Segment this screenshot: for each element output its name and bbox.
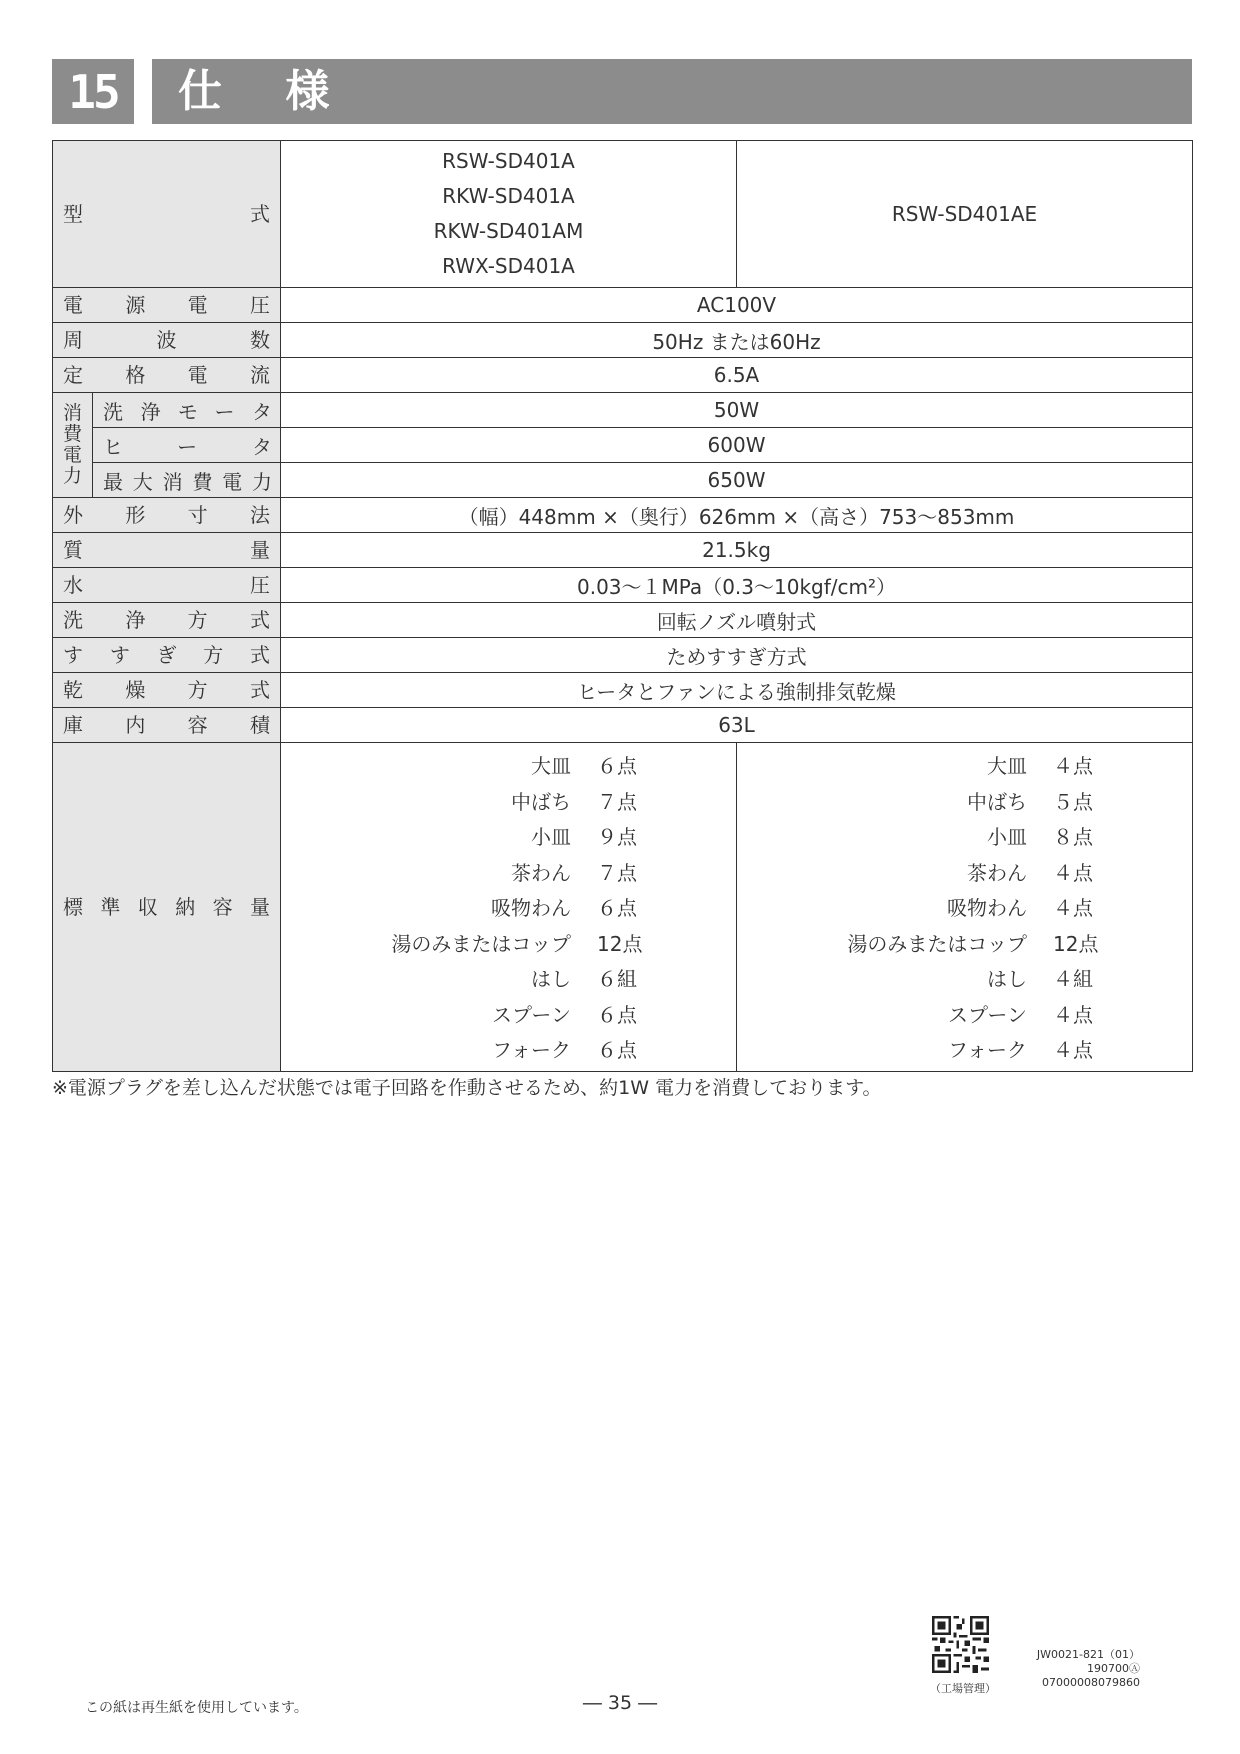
row-value: 650W <box>281 463 1193 498</box>
row-value: 50Hz または60Hz <box>281 323 1193 358</box>
capacity-list-a <box>281 743 737 1072</box>
capacity-item <box>737 996 1192 1032</box>
item-name: 大皿 <box>531 754 571 779</box>
spec-table <box>52 140 1193 1072</box>
row-label: すすぎ方式 <box>53 638 281 673</box>
item-name: 茶わん <box>511 860 571 885</box>
item-qty: ４点 <box>1053 754 1093 779</box>
item-name: 吸物わん <box>491 896 571 921</box>
model-name-b: RSW-SD401AE <box>737 141 1193 288</box>
capacity-item <box>737 818 1192 854</box>
doc-code: JW0021-821（01） <box>1036 1648 1140 1661</box>
row-label: 標準収納容量 <box>53 743 281 1072</box>
item-name: 湯のみまたはコップ <box>391 931 571 956</box>
item-qty: ４点 <box>1053 1038 1093 1063</box>
capacity-item <box>281 996 736 1032</box>
capacity-item <box>281 889 736 925</box>
row-value: AC100V <box>281 288 1193 323</box>
item-name: 大皿 <box>987 754 1027 779</box>
spec-row <box>53 568 1193 603</box>
item-qty: ４点 <box>1053 1002 1093 1027</box>
capacity-item <box>737 747 1192 783</box>
row-value: 0.03〜１MPa（0.3〜10kgf/cm²） <box>281 568 1193 603</box>
model-name: RSW-SD401A <box>442 149 575 173</box>
item-qty: 12点 <box>1053 931 1099 956</box>
row-value: 63L <box>281 708 1193 743</box>
item-qty: 12点 <box>597 931 643 956</box>
capacity-list-b <box>737 743 1193 1072</box>
item-qty: ５点 <box>1053 789 1093 814</box>
spec-row <box>53 638 1193 673</box>
item-qty: ６点 <box>597 896 637 921</box>
item-qty: ７点 <box>597 789 637 814</box>
power-label-text: 消費電力 <box>63 402 83 487</box>
item-name: 吸物わん <box>947 896 1027 921</box>
capacity-item <box>281 854 736 890</box>
capacity-item <box>281 1031 736 1067</box>
item-qty: ６組 <box>597 967 637 992</box>
document-codes <box>1000 1648 1140 1690</box>
row-label: 型式 <box>53 141 281 288</box>
spec-row <box>53 603 1193 638</box>
item-qty: ９点 <box>597 825 637 850</box>
power-row <box>53 428 1193 463</box>
row-value: 50W <box>281 393 1193 428</box>
qr-code-icon <box>932 1616 989 1673</box>
power-group-label <box>53 393 93 498</box>
model-name: RKW-SD401AM <box>433 219 584 243</box>
row-label: 外形寸法 <box>53 498 281 533</box>
row-label: ヒータ <box>93 428 281 463</box>
item-name: はし <box>531 967 571 992</box>
capacity-item <box>281 818 736 854</box>
capacity-item <box>281 783 736 819</box>
row-label: 最大消費電力 <box>93 463 281 498</box>
row-value: ためすすぎ方式 <box>281 638 1193 673</box>
row-label: 庫内容積 <box>53 708 281 743</box>
item-name: スプーン <box>948 1002 1027 1027</box>
item-qty: ４組 <box>1053 967 1093 992</box>
item-name: 中ばち <box>967 789 1027 814</box>
row-label: 電源電圧 <box>53 288 281 323</box>
qr-label: （工場管理） <box>930 1682 996 1695</box>
model-name: RKW-SD401A <box>442 184 575 208</box>
item-qty: ６点 <box>597 1038 637 1063</box>
item-qty: ４点 <box>1053 896 1093 921</box>
spec-row <box>53 673 1193 708</box>
power-row <box>53 463 1193 498</box>
model-name: RWX-SD401A <box>442 254 575 278</box>
spec-row <box>53 288 1193 323</box>
item-qty: ６点 <box>597 754 637 779</box>
capacity-item <box>281 925 736 961</box>
item-name: 小皿 <box>987 825 1027 850</box>
doc-code: 07000008079860 <box>1042 1676 1140 1689</box>
spec-row <box>53 533 1193 568</box>
row-label: 洗浄方式 <box>53 603 281 638</box>
row-label: 洗浄モータ <box>93 393 281 428</box>
item-name: 茶わん <box>967 860 1027 885</box>
section-header <box>52 59 1192 124</box>
item-name: フォーク <box>948 1038 1027 1063</box>
capacity-item <box>281 747 736 783</box>
row-value: （幅）448mm ×（奥行）626mm ×（高さ）753〜853mm <box>281 498 1193 533</box>
footnote: ※電源プラグを差し込んだ状態では電子回路を作動させるため、約1W 電力を消費しております。 <box>52 1077 882 1099</box>
spec-row <box>53 708 1193 743</box>
row-label: 質量 <box>53 533 281 568</box>
item-qty: ８点 <box>1053 825 1093 850</box>
row-label: 乾燥方式 <box>53 673 281 708</box>
item-name: フォーク <box>492 1038 571 1063</box>
model-row <box>53 141 1193 288</box>
item-qty: ７点 <box>597 860 637 885</box>
section-title: 仕 様 <box>152 59 1192 124</box>
capacity-item <box>281 960 736 996</box>
spec-row <box>53 358 1193 393</box>
item-qty: ６点 <box>597 1002 637 1027</box>
item-name: 湯のみまたはコップ <box>847 931 1027 956</box>
item-name: スプーン <box>492 1002 571 1027</box>
models-cell-a <box>281 141 737 288</box>
capacity-item <box>737 960 1192 996</box>
recycled-paper-note: この紙は再生紙を使用しています。 <box>85 1700 308 1716</box>
section-number: 15 <box>52 59 134 124</box>
capacity-item <box>737 854 1192 890</box>
capacity-row <box>53 743 1193 1072</box>
row-value: 600W <box>281 428 1193 463</box>
page-number: ― 35 ― <box>582 1692 658 1714</box>
item-name: はし <box>987 967 1027 992</box>
capacity-item <box>737 783 1192 819</box>
capacity-item <box>737 1031 1192 1067</box>
row-label: 定格電流 <box>53 358 281 393</box>
row-value: 6.5A <box>281 358 1193 393</box>
item-qty: ４点 <box>1053 860 1093 885</box>
spec-row <box>53 323 1193 358</box>
item-name: 小皿 <box>531 825 571 850</box>
row-label: 水圧 <box>53 568 281 603</box>
capacity-item <box>737 889 1192 925</box>
item-name: 中ばち <box>511 789 571 814</box>
power-row <box>53 393 1193 428</box>
doc-code: 190700Ⓐ <box>1087 1662 1140 1675</box>
row-value: 21.5kg <box>281 533 1193 568</box>
row-label: 周波数 <box>53 323 281 358</box>
capacity-item <box>737 925 1192 961</box>
spec-row <box>53 498 1193 533</box>
row-value: ヒータとファンによる強制排気乾燥 <box>281 673 1193 708</box>
row-value: 回転ノズル噴射式 <box>281 603 1193 638</box>
